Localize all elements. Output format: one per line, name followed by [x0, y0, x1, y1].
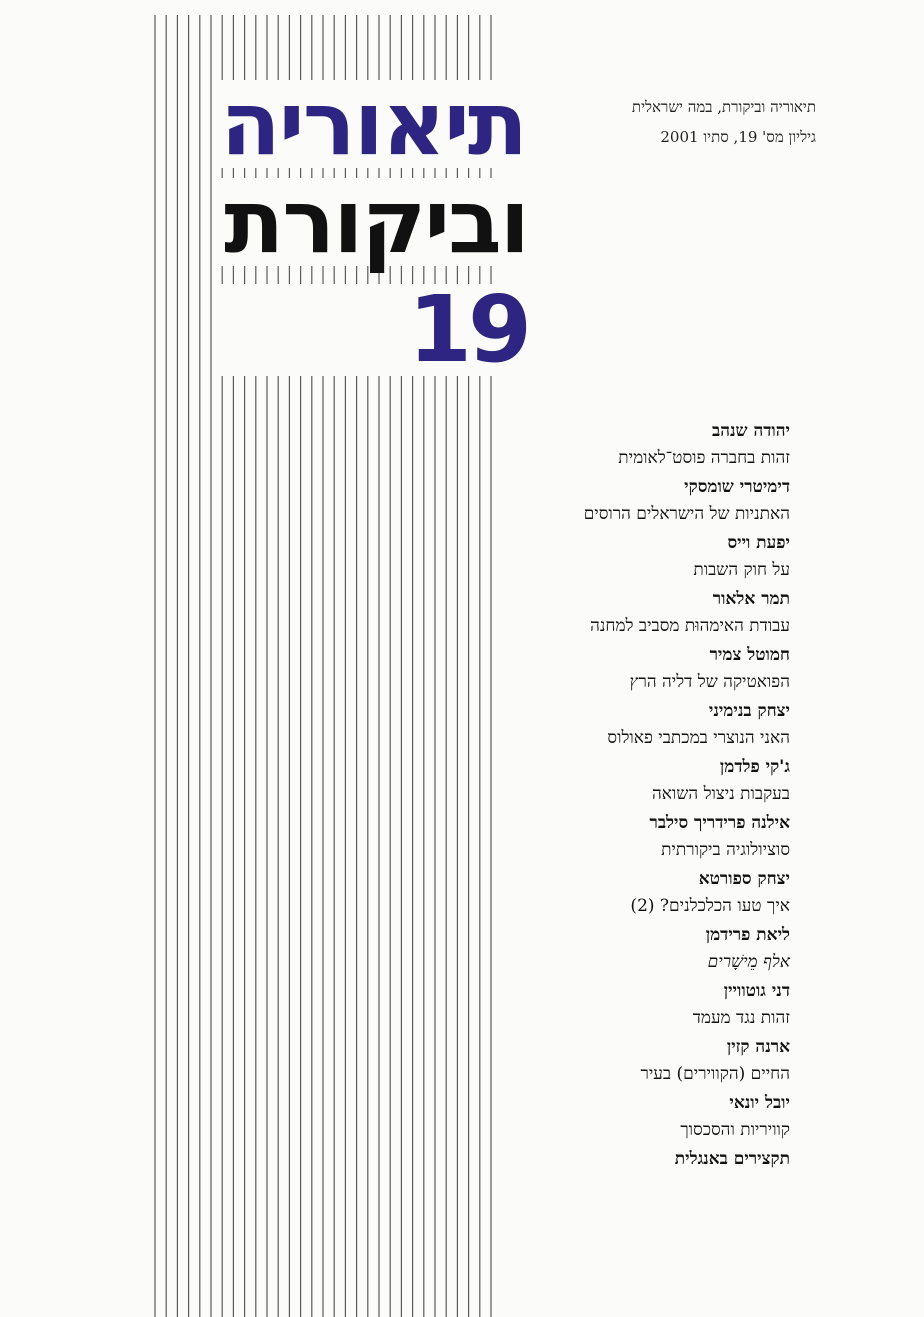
toc-author: יצחק בנימיני — [708, 701, 790, 721]
toc-author: ארנה קזין — [726, 1037, 790, 1057]
toc-article-title: סוציולוגיה ביקורתית — [661, 840, 790, 860]
toc-entry — [390, 647, 790, 703]
toc-author: ג'קי פלדמן — [719, 757, 790, 777]
toc-entry — [390, 479, 790, 535]
toc-article-title: זהות נגד מעמד — [692, 1008, 790, 1028]
toc-article-title: על חוק השבות — [693, 560, 790, 580]
masthead-line-1: תיאוריה — [220, 72, 526, 175]
toc-author: אילנה פרידריך סילבר — [649, 813, 790, 833]
toc-author: דני גוטוויין — [723, 981, 790, 1001]
toc-entry — [390, 423, 790, 479]
toc-article-title: הפואטיקה של דליה הרץ — [629, 672, 790, 692]
toc-entry — [390, 927, 790, 983]
issue-number: 19 — [220, 284, 528, 376]
toc-entry — [390, 815, 790, 871]
english-abstracts-label: תקצירים באנגלית — [674, 1149, 790, 1169]
toc-author: יובל יונאי — [729, 1093, 790, 1113]
journal-masthead — [220, 72, 528, 383]
toc-author: יצחק ספורטא — [698, 869, 790, 889]
toc-entry — [390, 983, 790, 1039]
toc-article-title: איך טעו הכלכלנים? (2) — [630, 896, 790, 916]
toc-entry — [390, 759, 790, 815]
toc-entry — [390, 871, 790, 927]
masthead-line-2: וביקורת — [220, 178, 528, 266]
toc-article-title: זהות בחברה פוסט־לאומית — [618, 448, 790, 468]
publication-subtitle: תיאוריה וביקורת, במה ישראלית — [631, 98, 816, 116]
toc-entry — [390, 703, 790, 759]
toc-entry — [390, 1095, 790, 1151]
toc-author: דימיטרי שומסקי — [684, 477, 790, 497]
toc-author: יפעת וייס — [727, 533, 790, 553]
toc-entry — [390, 535, 790, 591]
toc-entry-abstracts — [390, 1151, 790, 1207]
toc-article-title: בעקבות ניצול השואה — [652, 784, 790, 804]
toc-entry — [390, 591, 790, 647]
publication-info — [632, 100, 816, 145]
toc-article-title: האתניות של הישראלים הרוסים — [583, 504, 790, 524]
issue-line: גיליון מס' 19, סתיו 2001 — [660, 128, 816, 146]
toc-article-title: אלף מֵישָׁרים — [707, 952, 790, 972]
toc-entry — [390, 1039, 790, 1095]
toc-author: ליאת פרידמן — [705, 925, 790, 945]
toc-article-title: קוויריות והסכסוך — [680, 1120, 790, 1140]
toc-author: חמוטל צמיר — [709, 645, 790, 665]
toc-article-title: החיים (הקווירים) בעיר — [640, 1064, 790, 1084]
toc-author: תמר אלאור — [712, 589, 790, 609]
toc-article-title: האני הנוצרי במכתבי פאולוס — [607, 728, 790, 748]
table-of-contents — [390, 423, 790, 1207]
toc-author: יהודה שנהב — [712, 421, 790, 441]
toc-article-title: עבודת האימהוּת מסביב למחנה — [590, 616, 790, 636]
